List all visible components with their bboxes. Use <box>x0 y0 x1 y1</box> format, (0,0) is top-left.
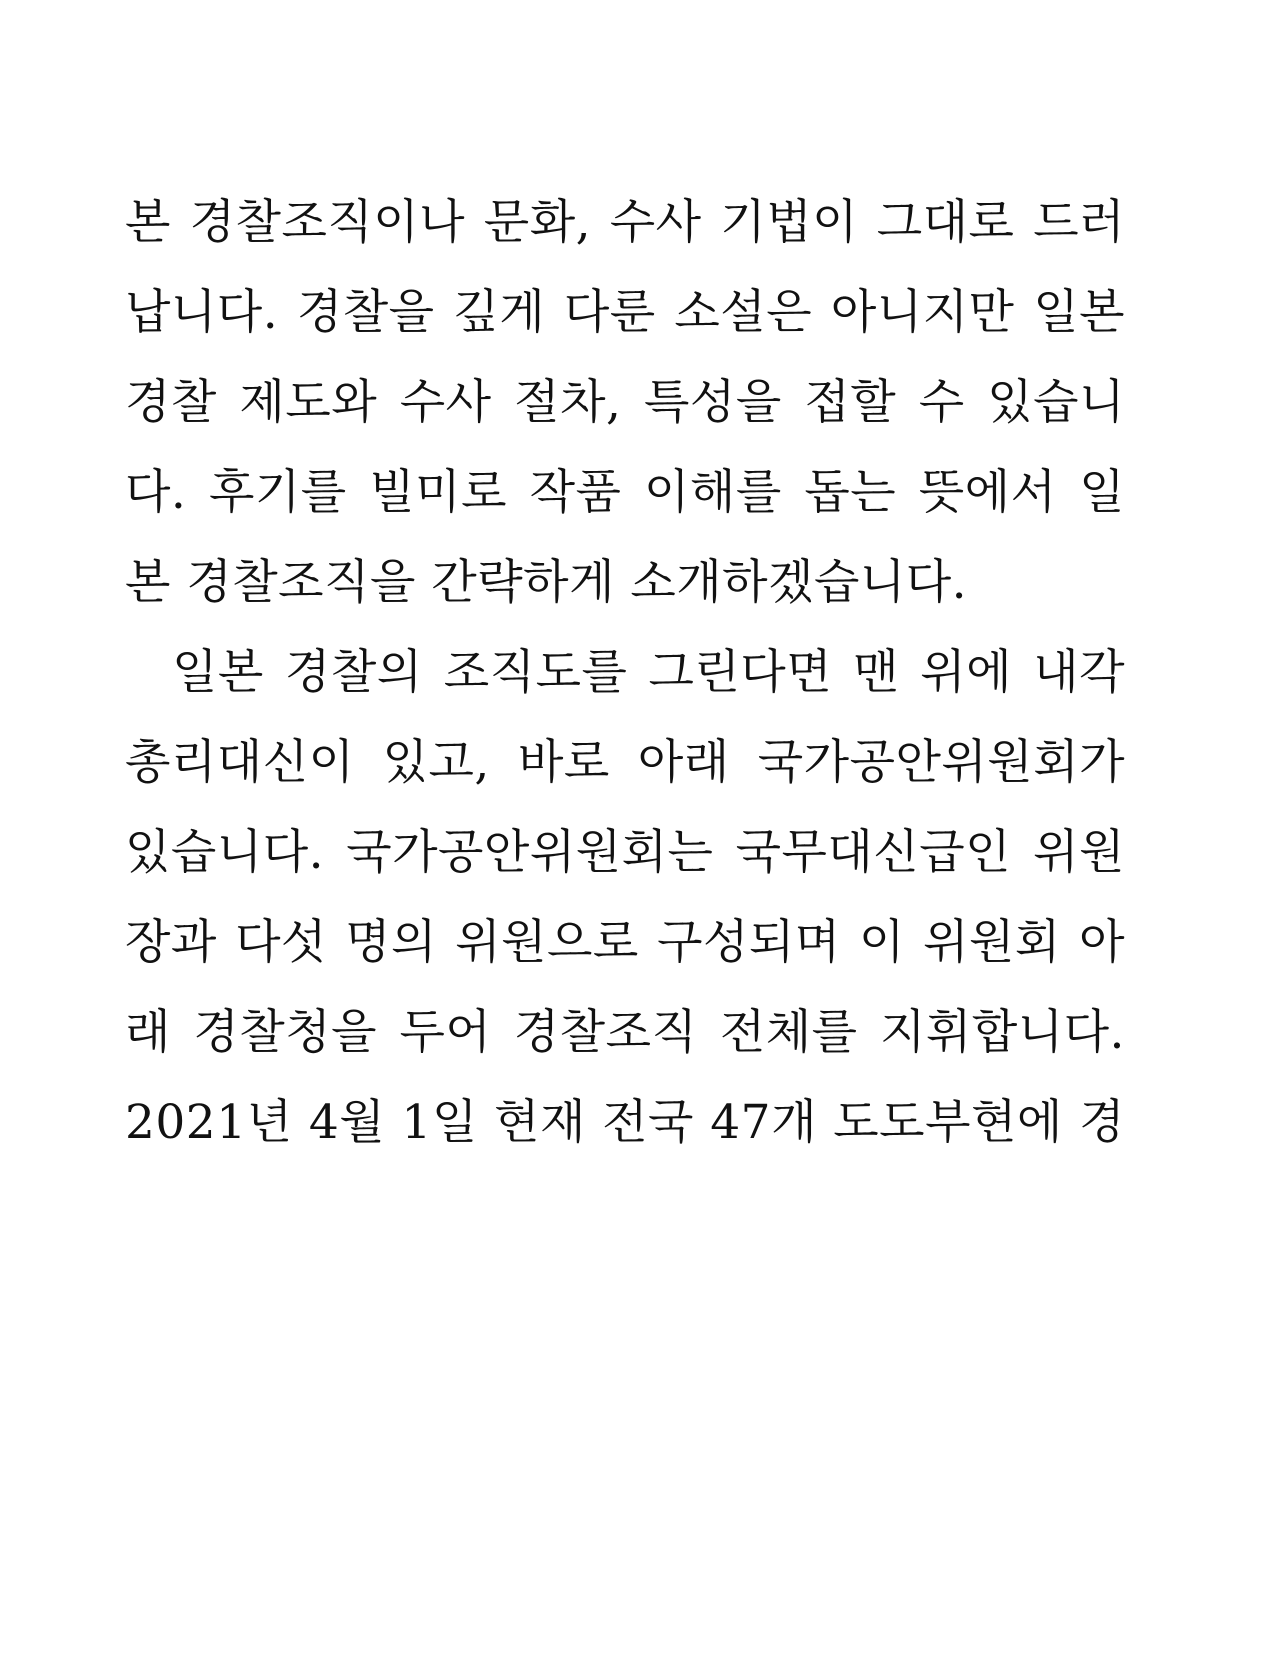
text-line: 본 경찰조직을 간략하게 소개하겠습니다. <box>125 555 968 610</box>
text-line: 경찰 제도와 수사 절차, 특성을 접할 수 있습니 <box>125 375 1125 430</box>
text-line: 총리대신이 있고, 바로 아래 국가공안위원회가 <box>125 735 1125 790</box>
text-line: 장과 다섯 명의 위원으로 구성되며 이 위원회 아 <box>125 915 1125 970</box>
text-line: 본 경찰조직이나 문화, 수사 기법이 그대로 드러 <box>125 195 1125 250</box>
text-line: 다. 후기를 빌미로 작품 이해를 돕는 뜻에서 일 <box>125 465 1125 520</box>
text-line: 있습니다. 국가공안위원회는 국무대신급인 위원 <box>125 825 1125 880</box>
text-line: 납니다. 경찰을 깊게 다룬 소설은 아니지만 일본 <box>125 285 1125 340</box>
text-line: 래 경찰청을 두어 경찰조직 전체를 지휘합니다. <box>125 1005 1125 1060</box>
text-line: 2021년 4월 1일 현재 전국 47개 도도부현에 경 <box>125 1095 1125 1150</box>
paragraph-first-line: 일본 경찰의 조직도를 그린다면 맨 위에 내각 <box>172 645 1125 700</box>
body-text <box>125 178 1125 1168</box>
